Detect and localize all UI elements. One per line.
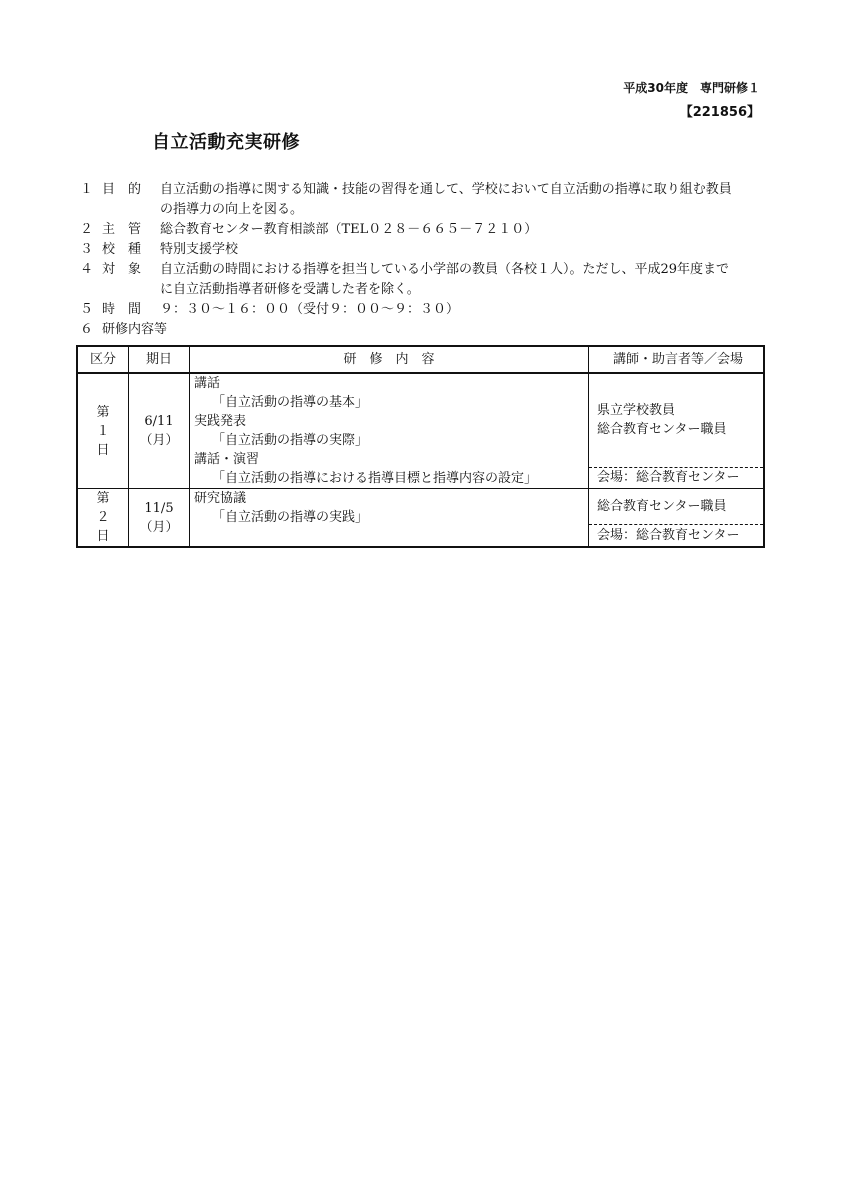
page-title: 自立活動充実研修 — [152, 132, 300, 153]
schedule-table — [76, 345, 765, 548]
lecturer-cell — [589, 373, 765, 467]
item-number: １ — [80, 182, 94, 197]
item-value — [160, 220, 780, 240]
content-line: 研究協議 — [194, 491, 247, 506]
lecturer: 総合教育センター職員 — [597, 499, 727, 515]
venue-cell: 会場：総合教育センター — [589, 467, 765, 488]
content-line: 講話・演習 — [194, 452, 260, 467]
course-year-label: 平成30年度 専門研修１ — [623, 81, 760, 95]
item-label: 校 種 — [102, 242, 142, 257]
content-line: 「自立活動の指導の基本」 — [212, 395, 369, 410]
date: 6/11 — [144, 414, 174, 429]
content-cell — [190, 373, 589, 489]
date-cell — [129, 373, 190, 489]
content-line: 実践発表 — [194, 414, 247, 429]
day-label-char: 日 — [96, 442, 110, 458]
lecturer: 総合教育センター職員 — [597, 422, 727, 438]
table-row — [77, 373, 764, 467]
weekday: （月） — [139, 519, 179, 535]
content-cell — [190, 489, 589, 548]
item-value-line: ９：３０～１６：００（受付９：００～９：３０） — [160, 302, 460, 317]
info-item-content — [80, 320, 780, 340]
item-label: 研修内容等 — [102, 322, 168, 337]
item-number: ３ — [80, 242, 94, 257]
item-value — [160, 300, 780, 320]
day-label — [77, 489, 129, 548]
item-label: 対 象 — [102, 262, 142, 277]
content-line: 「自立活動の指導の実践」 — [212, 510, 369, 525]
lecturer: 県立学校教員 — [597, 403, 676, 419]
day-label-char: 第 — [96, 404, 110, 420]
table-row — [77, 489, 764, 525]
header-date: 期日 — [129, 346, 190, 373]
item-number: ２ — [80, 222, 94, 237]
day-label-char: 第 — [96, 491, 110, 506]
item-label: 時 間 — [102, 302, 142, 317]
item-value-line: に自立活動指導者研修を受講した者を除く。 — [160, 282, 420, 297]
item-value-line: 特別支援学校 — [160, 242, 239, 257]
header-content: 研 修 内 容 — [190, 346, 589, 373]
day-label-char: 日 — [96, 529, 110, 544]
lecturer-cell — [589, 489, 765, 525]
content-line: 講話 — [194, 376, 221, 391]
date-cell — [129, 489, 190, 548]
item-value — [160, 180, 780, 220]
item-value — [160, 240, 780, 260]
item-label: 目 的 — [102, 182, 142, 197]
header-lecturer: 講師・助言者等／会場 — [589, 346, 765, 373]
info-item-purpose — [80, 180, 780, 220]
day-label-char: ２ — [96, 510, 110, 525]
venue-cell: 会場：総合教育センター — [589, 525, 765, 547]
header-kubun: 区分 — [77, 346, 129, 373]
item-number: ６ — [80, 322, 94, 337]
info-item-organizer — [80, 220, 780, 240]
weekday: （月） — [139, 433, 179, 448]
info-item-school-type — [80, 240, 780, 260]
content-line: 「自立活動の指導における指導目標と指導内容の設定」 — [212, 471, 538, 486]
day-label — [77, 373, 129, 489]
item-value-line: の指導力の向上を図る。 — [160, 202, 304, 217]
item-value-line: 総合教育センター教育相談部（TEL０２８－６６５－７２１０） — [160, 222, 538, 237]
item-value — [160, 260, 780, 300]
content-line: 「自立活動の指導の実際」 — [212, 433, 369, 448]
item-number: ４ — [80, 262, 94, 277]
item-number: ５ — [80, 302, 94, 317]
course-info-list — [80, 180, 780, 340]
table-header-row — [77, 346, 764, 373]
date: 11/5 — [144, 500, 174, 516]
day-label-char: １ — [96, 423, 110, 439]
item-value-line: 自立活動の指導に関する知識・技能の習得を通して、学校において自立活動の指導に取り組む教員 — [160, 182, 732, 197]
item-value-line: 自立活動の時間における指導を担当している小学部の教員（各校１人）。ただし、平成29年度まで — [160, 262, 730, 277]
info-item-time — [80, 300, 780, 320]
item-label: 主 管 — [102, 222, 142, 237]
info-item-target — [80, 260, 780, 300]
course-code: 【221856】 — [679, 105, 760, 120]
